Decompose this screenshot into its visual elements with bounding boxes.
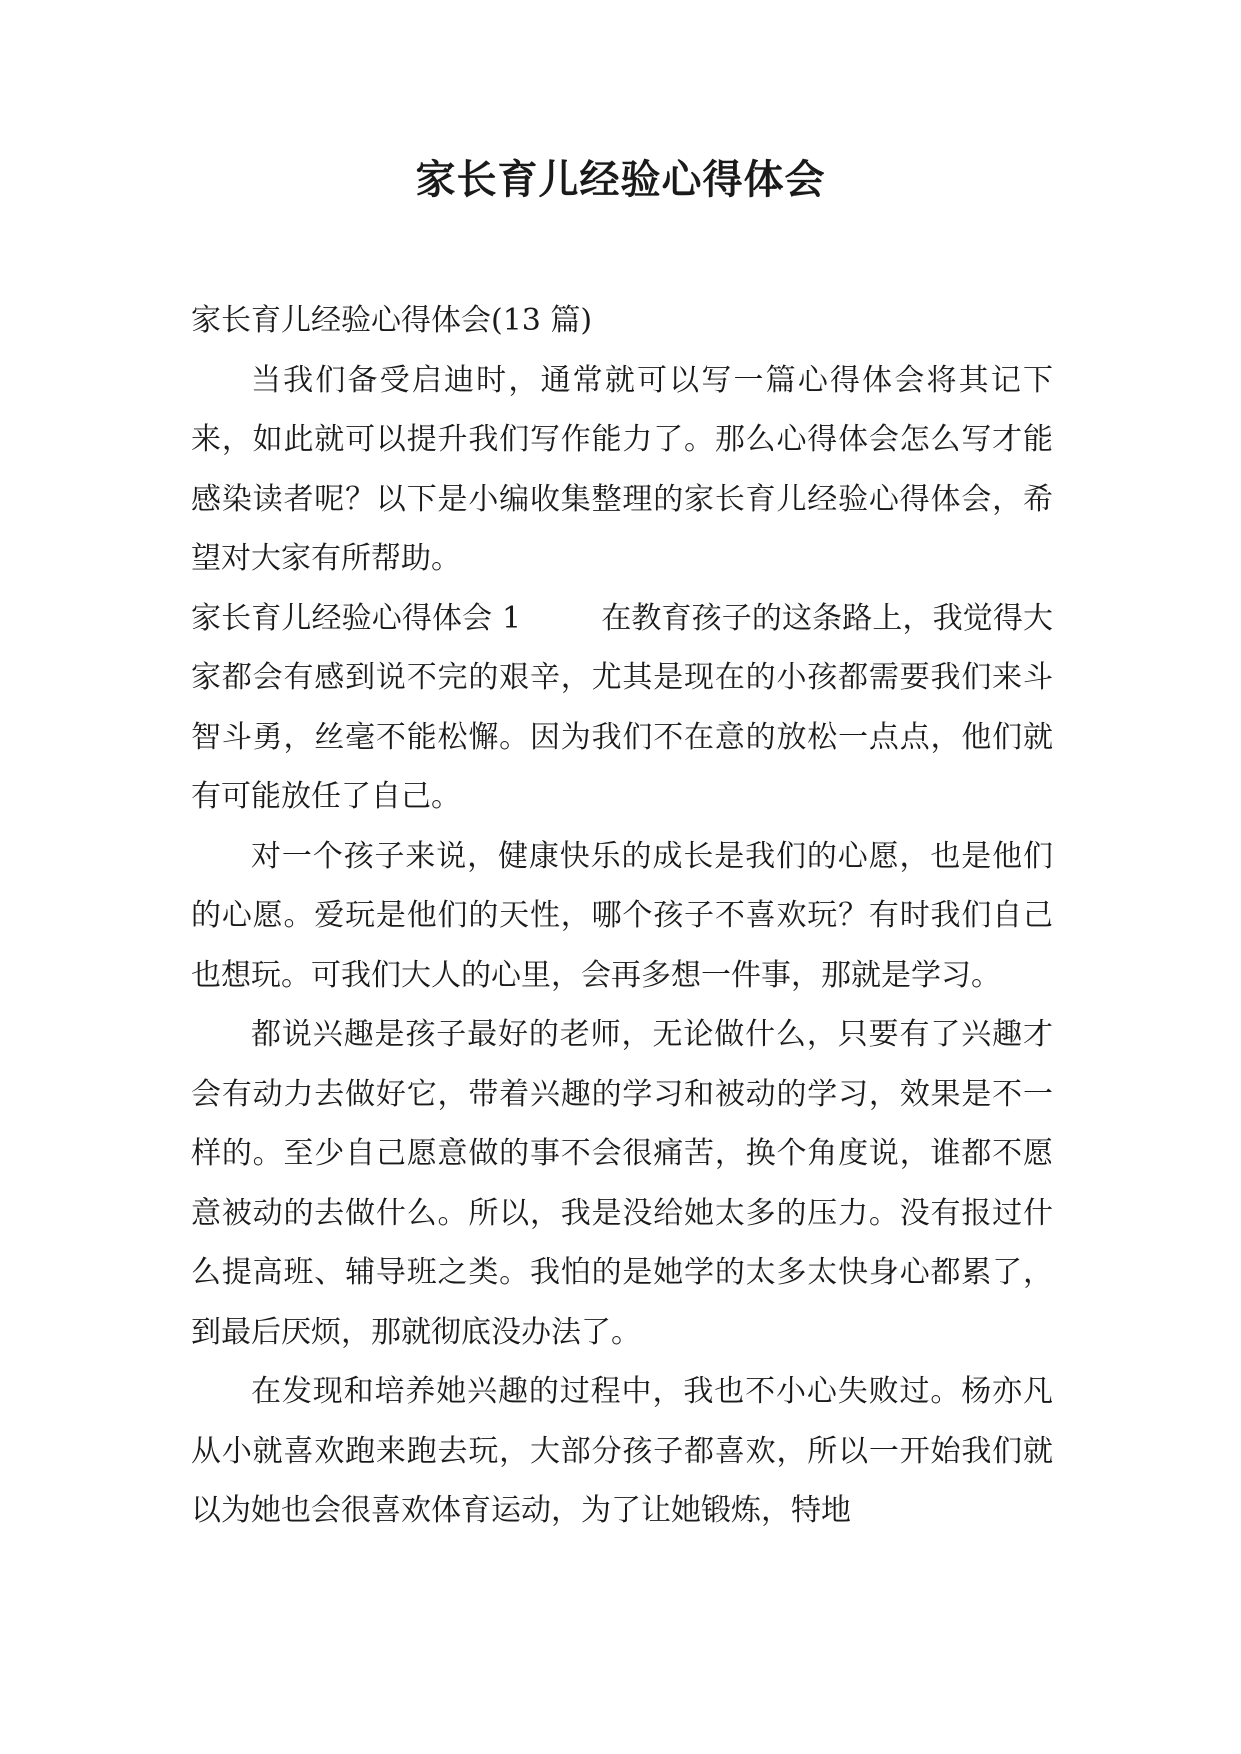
body-paragraph: 在发现和培养她兴趣的过程中，我也不小心失败过。杨亦凡从小就喜欢跑来跑去玩，大部分孩子都喜欢，所以一开始我们就以为她也会很喜欢体育运动，为了让她锻炼，特地: [191, 1374, 1053, 1528]
body-paragraph: 都说兴趣是孩子最好的老师，无论做什么，只要有了兴趣才会有动力去做好它，带着兴趣的学习和被动的学习，效果是不一样的。至少自己愿意做的事不会很痛苦，换个角度说，谁都不愿意被动的去做什么。所以，我是没给她太多的压力。没有报过什么提高班、辅导班之类。我怕的是她学的太多太快身心都累了，到最后厌烦，那就彻底没办法了。: [191, 1017, 1053, 1350]
body-paragraph: 对一个孩子来说，健康快乐的成长是我们的心愿，也是他们的心愿。爱玩是他们的天性，哪个孩子不喜欢玩？有时我们自己也想玩。可我们大人的心里，会再多想一件事，那就是学习。: [191, 838, 1053, 993]
intro-paragraph: 当我们备受启迪时，通常就可以写一篇心得体会将其记下来，如此就可以提升我们写作能力了。那么心得体会怎么写才能感染读者呢？以下是小编收集整理的家长育儿经验心得体会，希望对大家有所帮助。: [191, 362, 1053, 576]
document-title: 家长育儿经验心得体会: [415, 156, 826, 203]
section-1-paragraph: [191, 589, 1053, 827]
section-1-first-paragraph: 在教育孩子的这条路上，我觉得大家都会有感到说不完的艰辛，尤其是现在的小孩都需要我们来斗智斗勇，丝毫不能松懈。因为我们不在意的放松一点点，他们就有可能放任了自己。: [191, 600, 1054, 814]
section-1-heading: 家长育儿经验心得体会 1: [191, 600, 522, 636]
document-body: [191, 291, 1053, 1541]
document-subtitle: 家长育儿经验心得体会(13 篇): [191, 303, 593, 338]
